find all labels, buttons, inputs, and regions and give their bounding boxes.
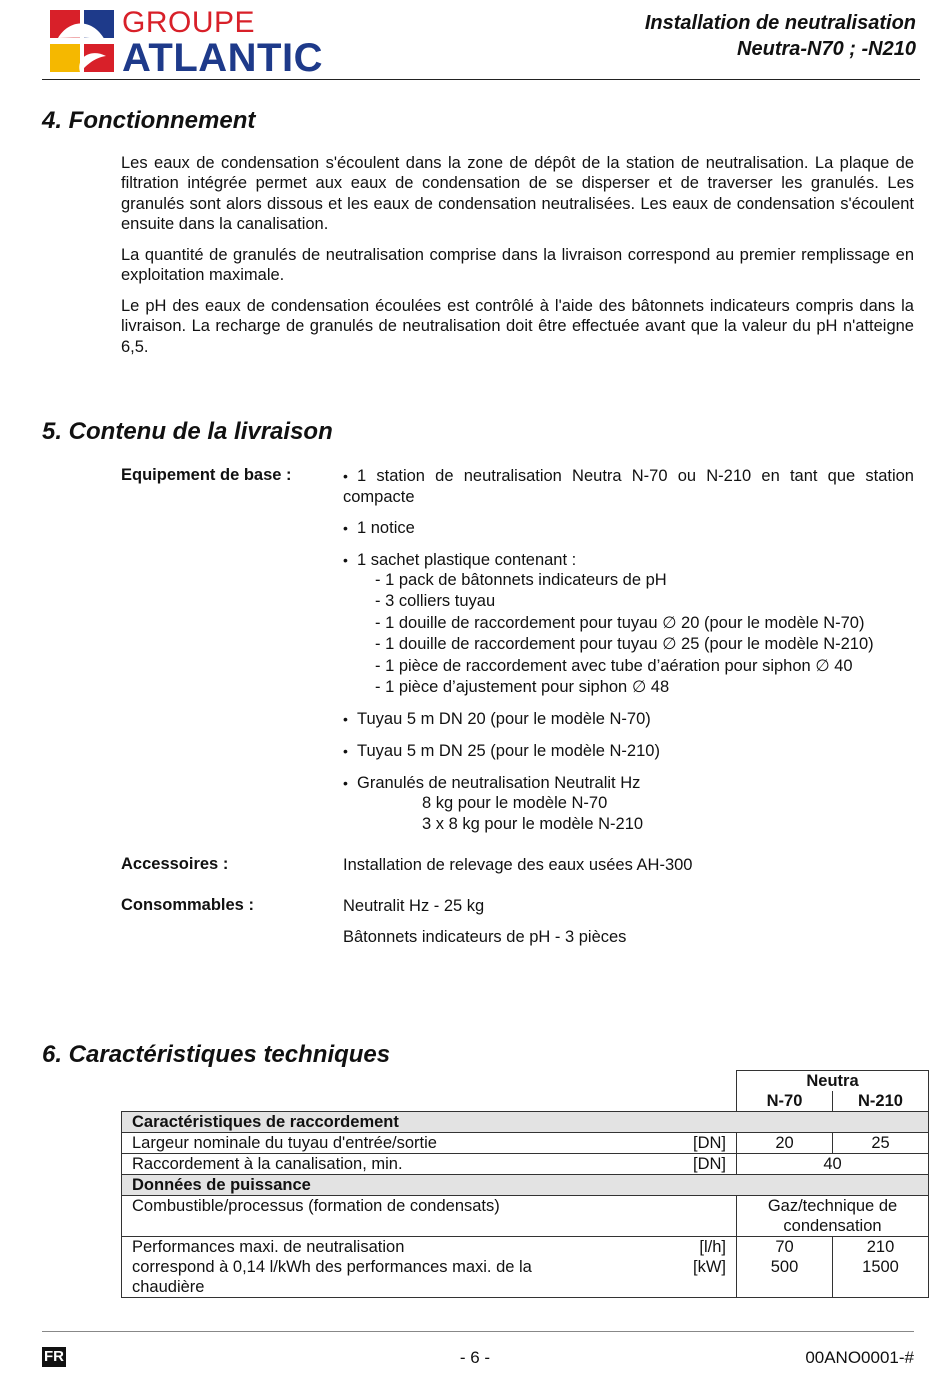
sachet-sub-item: - 1 pack de bâtonnets indicateurs de pH [375, 571, 667, 589]
row-value-line: 70 [775, 1238, 794, 1256]
row-unit-line: [kW] [693, 1258, 726, 1276]
item-notice-text: 1 notice [357, 519, 415, 537]
granules-sub-2: 3 x 8 kg pour le modèle N-210 [422, 815, 644, 833]
row-value-shared [737, 1196, 929, 1237]
row-label-line: chaudière [132, 1278, 205, 1296]
sachet-sub-item: - 1 pièce de raccordement avec tube d’aération pour siphon ∅ 40 [375, 656, 853, 675]
item-station-text: 1 station de neutralisation Neutra N-70 ou N-210 en tant que station compacte [343, 467, 914, 506]
logo-text-atlantic: ATLANTIC [122, 36, 323, 80]
document-code: 00ANO0001-# [805, 1348, 914, 1367]
row-label: Raccordement à la canalisation, min. [122, 1154, 657, 1175]
table-header-neutra: Neutra [737, 1071, 929, 1092]
section-4-paragraph-2: La quantité de granulés de neutralisation comprise dans la livraison correspond au premier remplissage en exploitation maximale. [121, 246, 914, 285]
accessories-value: Installation de relevage des eaux usées AH-300 [343, 856, 693, 874]
row-unit: [DN] [656, 1133, 737, 1154]
header-rule [42, 79, 920, 80]
item-station [343, 466, 914, 507]
row-label: Largeur nominale du tuyau d'entrée/sortie [122, 1133, 657, 1154]
section-5-heading: 5. Contenu de la livraison [42, 418, 333, 445]
row-unit: [DN] [656, 1154, 737, 1175]
section-4-heading: 4. Fonctionnement [42, 107, 256, 134]
row-label-line: Performances maxi. de neutralisation [132, 1238, 405, 1256]
consumables-value-2: Bâtonnets indicateurs de pH - 3 pièces [343, 928, 627, 946]
item-sachet-text: 1 sachet plastique contenant : [357, 551, 577, 569]
base-equipment-label: Equipement de base : [121, 466, 292, 484]
row-value-n70 [737, 1237, 833, 1298]
group-puissance: Données de puissance [122, 1175, 929, 1196]
row-value-n210 [833, 1237, 929, 1298]
table-header-row-2 [122, 1091, 929, 1112]
logo-text-groupe: GROUPE [122, 6, 256, 39]
sachet-sub-item: - 1 douille de raccordement pour tuyau ∅ 25 (pour le modèle N-210) [375, 635, 874, 654]
company-logo [50, 6, 340, 78]
table-row [122, 1154, 929, 1175]
item-granules [343, 773, 914, 794]
row-label [122, 1237, 657, 1298]
table-header-n210: N-210 [833, 1091, 929, 1112]
item-sachet [343, 550, 914, 571]
table-header-row-1 [122, 1071, 929, 1092]
accessories-label: Accessoires : [121, 855, 229, 873]
technical-specs-table [121, 1070, 929, 1298]
section-6-heading: 6. Caractéristiques techniques [42, 1041, 391, 1068]
item-granules-text: Granulés de neutralisation Neutralit Hz [357, 774, 641, 792]
table-group-row [122, 1112, 929, 1133]
row-value-n210: 25 [833, 1133, 929, 1154]
table-row [122, 1196, 929, 1237]
granules-sub-1: 8 kg pour le modèle N-70 [422, 794, 608, 812]
page-number: - 6 - [459, 1348, 491, 1367]
header-title-line1: Installation de neutralisation [644, 12, 916, 34]
item-notice [343, 518, 914, 539]
section-4-paragraph-1: Les eaux de condensation s'écoulent dans la zone de dépôt de la station de neutralisation. La plaque de filtration intégrée permet aux eaux de condensation de se disperser et de traverser les granulés. Les granulés sont alors dissous et les eaux de condensation neutralisées. Les eaux de condensation s'écoulent ensuite dans la canalisation. [121, 154, 914, 234]
group-raccordement: Caractéristiques de raccordement [122, 1112, 929, 1133]
item-tuyau-25-text: Tuyau 5 m DN 25 (pour le modèle N-210) [357, 742, 660, 760]
header-title-line2: Neutra-N70 ; -N210 [737, 38, 916, 60]
table-header-n70: N-70 [737, 1091, 833, 1112]
row-value-shared: 40 [737, 1154, 929, 1175]
language-badge: FR [44, 1348, 64, 1365]
row-unit [656, 1237, 737, 1298]
sachet-sub-item: - 1 pièce d’ajustement pour siphon ∅ 48 [375, 678, 670, 697]
row-value-line: 500 [770, 1258, 799, 1276]
consumables-value-1: Neutralit Hz - 25 kg [343, 897, 485, 915]
row-value-line: 210 [866, 1238, 895, 1256]
row-value-line: 1500 [862, 1258, 899, 1276]
item-tuyau-20 [343, 709, 914, 730]
row-label-line: correspond à 0,14 l/kWh des performances maxi. de la [132, 1258, 532, 1276]
row-value-line: Gaz/technique de [767, 1197, 898, 1215]
sachet-sub-list [375, 570, 874, 698]
consumables-label: Consommables : [121, 896, 254, 914]
row-label: Combustible/processus (formation de condensats) [122, 1196, 657, 1237]
logo-mark [50, 8, 116, 74]
table-group-row [122, 1175, 929, 1196]
item-tuyau-20-text: Tuyau 5 m DN 20 (pour le modèle N-70) [357, 710, 651, 728]
table-row [122, 1133, 929, 1154]
footer-rule [42, 1331, 914, 1332]
sachet-sub-item: - 1 douille de raccordement pour tuyau ∅ 20 (pour le modèle N-70) [375, 613, 865, 632]
row-unit-line: [l/h] [699, 1238, 726, 1256]
section-4-paragraph-3: Le pH des eaux de condensation écoulées est contrôlé à l'aide des bâtonnets indicateurs compris dans la livraison. La recharge de granulés de neutralisation doit être effectuée avant que la valeur du pH n'atteigne 6,5. [121, 297, 914, 356]
row-value-line: condensation [783, 1217, 882, 1235]
sachet-sub-item: - 3 colliers tuyau [375, 592, 496, 611]
row-value-n70: 20 [737, 1133, 833, 1154]
document-header-title [645, 10, 916, 62]
table-row [122, 1237, 929, 1298]
item-tuyau-25 [343, 741, 914, 762]
